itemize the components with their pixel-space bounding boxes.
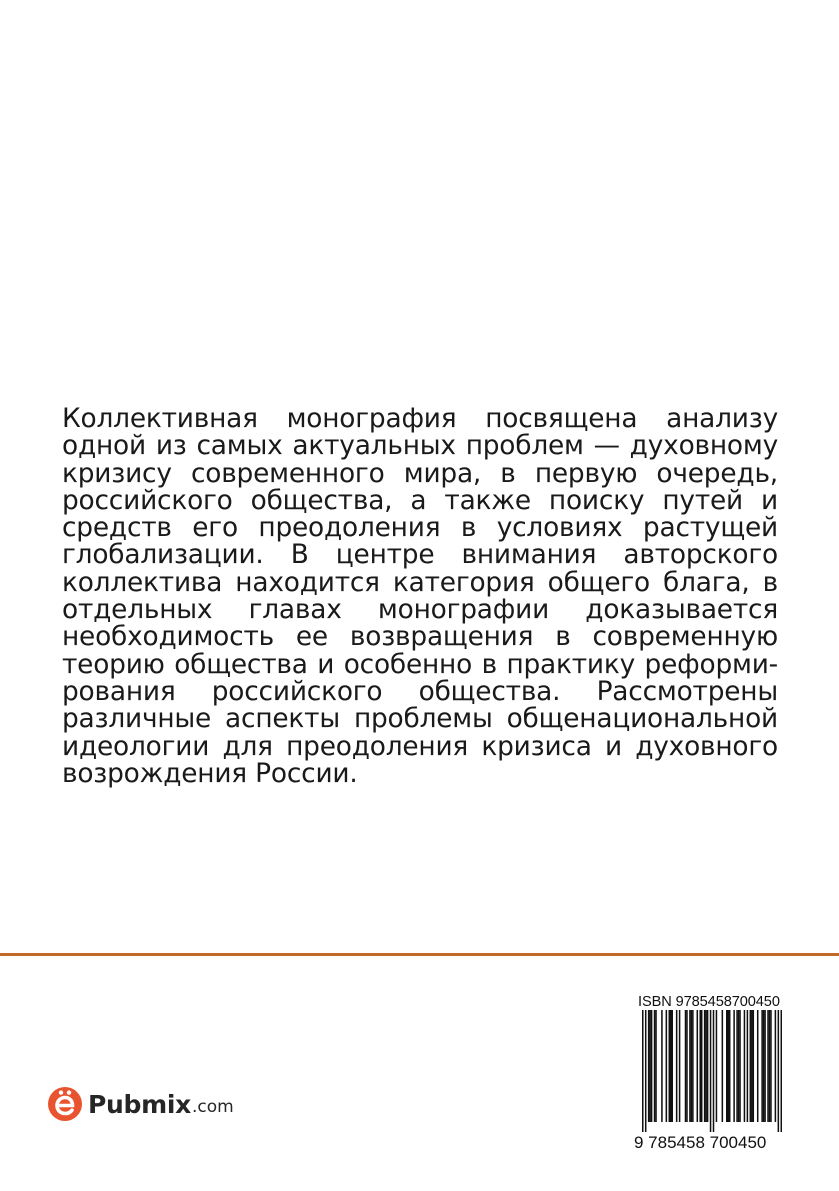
barcode-bar	[655, 1010, 657, 1122]
barcode-bar	[699, 1010, 701, 1122]
barcode-bar	[744, 1010, 746, 1122]
barcode-bar	[727, 1010, 729, 1122]
barcode-bar	[769, 1010, 771, 1122]
barcode-bar	[666, 1010, 668, 1122]
barcode-bar	[781, 1010, 782, 1132]
barcode-bar	[648, 1010, 650, 1122]
barcode-bar	[670, 1010, 672, 1122]
barcode-bar	[713, 1010, 715, 1132]
barcode-bar	[710, 1010, 712, 1132]
barcode-bar	[750, 1010, 752, 1122]
barcode-bar	[761, 1010, 763, 1122]
barcode-bar	[722, 1010, 724, 1122]
barcode-bar	[679, 1010, 681, 1122]
barcode-bar	[651, 1010, 653, 1122]
barcode-bar	[685, 1010, 687, 1122]
barcode-bar	[645, 1010, 647, 1132]
publisher-logo	[48, 1086, 234, 1122]
barcode-bar	[686, 1010, 688, 1122]
publisher-domain: .com	[191, 1097, 234, 1117]
barcode-bar	[707, 1010, 709, 1122]
barcode-bar	[689, 1010, 691, 1122]
barcode-bar	[747, 1010, 749, 1122]
isbn-label: ISBN 9785458700450	[638, 994, 780, 1010]
barcode-bar	[736, 1010, 738, 1122]
publisher-logo-icon	[48, 1087, 82, 1121]
barcode-bar	[738, 1010, 740, 1122]
barcode-bar	[729, 1010, 731, 1122]
barcode-bar	[757, 1010, 759, 1122]
barcode-bar	[701, 1010, 703, 1122]
publisher-name: Pubmix	[88, 1089, 191, 1119]
barcode-bar	[716, 1010, 718, 1122]
footer-divider	[0, 953, 839, 956]
barcode-bar	[726, 1010, 728, 1122]
barcode-bar	[767, 1010, 769, 1122]
barcode-bar	[661, 1010, 663, 1122]
barcode-bar	[654, 1010, 656, 1122]
book-description: Коллективная монография посвящена анализу одной из самых актуальных проблем — духовному кризису современного мира, в первую очередь, российского общества, а также поиску путей и средств его преодоления в условиях растущей глобализации. В центре внимания авторского коллектива находится категория общего блага, в отдельных главах монографии доказывается необходимость ее возвращения в современную теорию общества и особенно в практику реформи-рования российского общества. Рассмотрены различные аспекты проблемы общенациональной идеологии для преодоления кризиса и духовного возрождения России.	[62, 403, 778, 789]
barcode-bar	[691, 1010, 693, 1122]
barcode-bar	[739, 1010, 741, 1122]
barcode-bar	[705, 1010, 707, 1122]
barcode-bar	[669, 1010, 671, 1122]
barcode-bar	[704, 1010, 706, 1122]
barcode-bar	[733, 1010, 735, 1122]
barcode-bar	[671, 1010, 673, 1122]
barcode-bar	[697, 1010, 699, 1122]
barcode-bar	[763, 1010, 765, 1122]
isbn-digits: 9 785458 700450	[634, 1133, 767, 1152]
barcode-bar	[778, 1010, 780, 1132]
isbn-barcode	[642, 1010, 782, 1132]
barcode-bar	[764, 1010, 766, 1122]
barcode-bar	[692, 1010, 694, 1122]
barcode-bar	[753, 1010, 755, 1122]
barcode-bar	[775, 1010, 777, 1122]
barcode-bar	[642, 1010, 644, 1132]
barcode-bar	[751, 1010, 753, 1122]
barcode-bar	[649, 1010, 651, 1122]
barcode-bar	[676, 1010, 678, 1122]
barcode-bar	[770, 1010, 772, 1122]
